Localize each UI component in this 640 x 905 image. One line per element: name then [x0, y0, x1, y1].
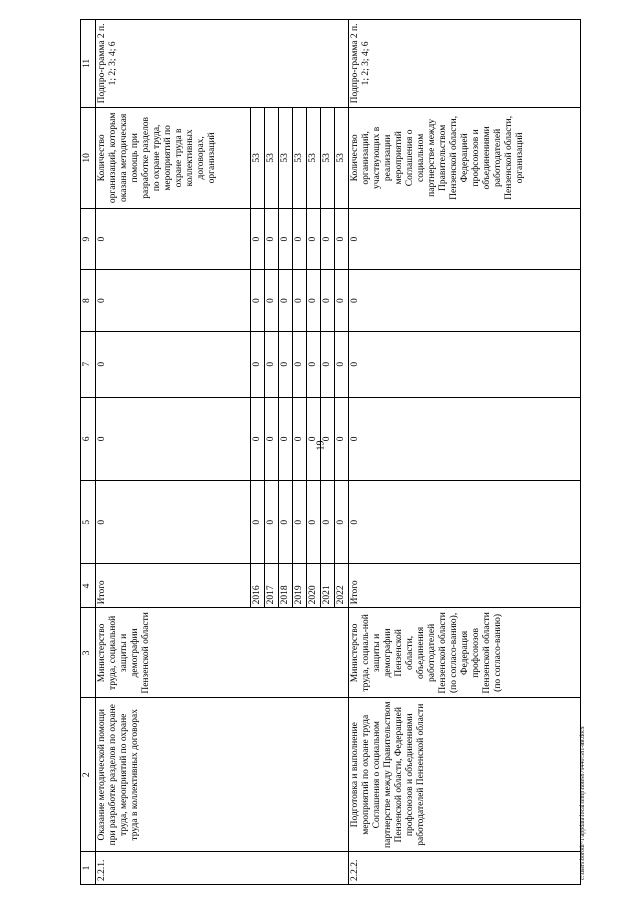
value-cell: 0 — [293, 270, 307, 331]
value-cell: 0 — [251, 397, 265, 480]
value-cell: 0 — [293, 331, 307, 397]
value-cell: 0 — [251, 481, 265, 564]
value-cell: 0 — [307, 397, 321, 480]
value-cell: 0 — [251, 331, 265, 397]
executor: Министерство труда, социаль-ной защиты и демографии Пензенской области, объединения работодателей Пензенской области (по согласо-ванию), Федерация профсоюзов Пензенской области (по согласо-ванию) — [349, 608, 581, 698]
page-number: 19 — [315, 440, 327, 451]
indicator-value: 53 — [251, 107, 265, 208]
total-label: Итого — [349, 564, 581, 608]
value-cell: 0 — [279, 481, 293, 564]
col-num: 3 — [81, 608, 96, 698]
value-cell: 0 — [349, 331, 581, 397]
col-num: 6 — [81, 397, 96, 480]
value-cell: 0 — [349, 481, 581, 564]
value-cell: 0 — [265, 331, 279, 397]
value-cell: 0 — [265, 481, 279, 564]
value-cell: 0 — [279, 397, 293, 480]
value-cell: 0 — [349, 208, 581, 269]
value-cell: 0 — [349, 270, 581, 331]
year: 2018 — [279, 564, 293, 608]
column-number-row — [81, 20, 96, 885]
executor: Министерство труда, социальной защиты и демографии Пензенской области — [96, 608, 349, 698]
year: 2021 — [321, 564, 335, 608]
value-cell: 0 — [307, 481, 321, 564]
col-num: 11 — [81, 20, 96, 108]
value-cell: 0 — [307, 208, 321, 269]
indicator-value: 53 — [265, 107, 279, 208]
value-cell: 0 — [96, 481, 251, 564]
value-cell: 0 — [321, 331, 335, 397]
indicator-value: 53 — [321, 107, 335, 208]
value-cell: 0 — [96, 270, 251, 331]
indicator-value: 53 — [279, 107, 293, 208]
value-cell: 0 — [293, 481, 307, 564]
value-cell: 0 — [293, 397, 307, 480]
value-cell: 0 — [335, 331, 349, 397]
value-cell: 0 — [251, 208, 265, 269]
value-cell: 0 — [96, 397, 251, 480]
row-number: 2.2.1. — [96, 852, 349, 885]
value-cell: 0 — [321, 270, 335, 331]
table-row — [349, 20, 581, 885]
program-table — [80, 19, 581, 885]
value-cell: 0 — [335, 270, 349, 331]
col-num: 4 — [81, 564, 96, 608]
value-cell: 0 — [265, 270, 279, 331]
col-num: 2 — [81, 698, 96, 852]
subprogram-ref: Подпро-грамма 2 п. 1; 2; 3; 4; 6 — [96, 20, 349, 108]
value-cell: 0 — [321, 397, 335, 480]
year: 2019 — [293, 564, 307, 608]
col-num: 5 — [81, 481, 96, 564]
col-num: 8 — [81, 270, 96, 331]
indicator-text: Количество организаций, которым оказана методическая помощь при разработке разделов по охране труда, мероприятий по охране труда в коллективных договорах, организаций — [96, 107, 251, 208]
value-cell: 0 — [307, 270, 321, 331]
value-cell: 0 — [293, 208, 307, 269]
value-cell: 0 — [265, 397, 279, 480]
activity-name: Оказание методической помощи при разработке разделов по охране труда, мероприятий по охране труда в коллективных договорах — [96, 698, 349, 852]
value-cell: 0 — [251, 270, 265, 331]
year: 2022 — [335, 564, 349, 608]
table-row — [96, 20, 251, 885]
value-cell: 0 — [349, 397, 581, 480]
indicator-value: 53 — [335, 107, 349, 208]
footer-file-path: c:\users\borodi~1\appdata\local\temp\notes879440\581-ии.docx — [580, 726, 586, 880]
indicator-value: 53 — [307, 107, 321, 208]
value-cell: 0 — [321, 208, 335, 269]
value-cell: 0 — [279, 331, 293, 397]
value-cell: 0 — [335, 397, 349, 480]
activity-name: Подготовка и выполнение мероприятий по охране труда Соглашения о социальном партнерстве между Правительством Пензенской области, Федерацией профсоюзов и объединениями работодателей Пензенской области — [349, 698, 581, 852]
value-cell: 0 — [265, 208, 279, 269]
indicator-value: 53 — [293, 107, 307, 208]
value-cell: 0 — [96, 208, 251, 269]
year: 2016 — [251, 564, 265, 608]
value-cell: 0 — [279, 270, 293, 331]
value-cell: 0 — [335, 208, 349, 269]
col-num: 7 — [81, 331, 96, 397]
row-number: 2.2.2. — [349, 852, 581, 885]
value-cell: 0 — [96, 331, 251, 397]
value-cell: 0 — [279, 208, 293, 269]
year: 2020 — [307, 564, 321, 608]
total-label: Итого — [96, 564, 251, 608]
indicator-text: Количество организаций, участвующих в реализации мероприятий Соглашения о социальном партнерстве между Правительством Пензенской области, Федерацией профсоюзов и объединениями работодателей Пензенской области, организаций — [349, 107, 581, 208]
col-num: 10 — [81, 107, 96, 208]
value-cell: 0 — [307, 331, 321, 397]
subprogram-ref: Подпро-грамма 2 п. 1; 2; 3; 4; 6 — [349, 20, 581, 108]
year: 2017 — [265, 564, 279, 608]
value-cell: 0 — [335, 481, 349, 564]
rotated-table-wrapper — [80, 19, 600, 885]
col-num: 1 — [81, 852, 96, 885]
value-cell: 0 — [321, 481, 335, 564]
col-num: 9 — [81, 208, 96, 269]
